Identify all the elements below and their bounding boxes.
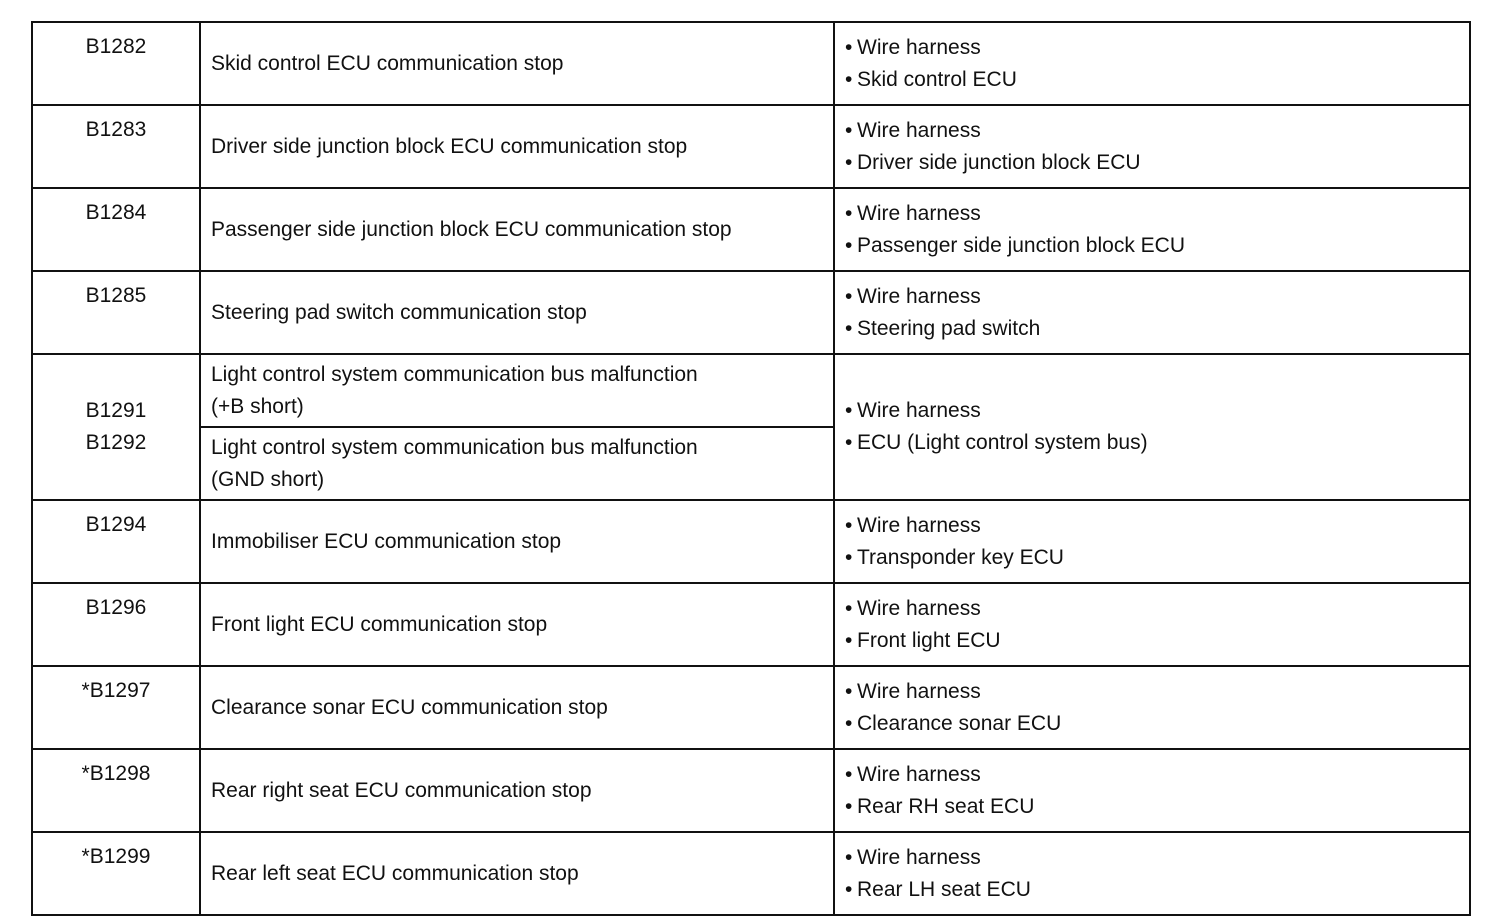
dtc-code-cell bbox=[32, 749, 200, 832]
dtc-code: *B1297 bbox=[81, 679, 151, 702]
trouble-area-line: • Driver side junction block ECU bbox=[845, 147, 1469, 179]
trouble-area-line: • Clearance sonar ECU bbox=[845, 708, 1469, 740]
bullet-icon: • bbox=[845, 118, 853, 142]
dtc-code: B1294 bbox=[85, 513, 147, 536]
detection-item: Driver side junction block ECU communication stop bbox=[211, 134, 688, 158]
bullet-icon: • bbox=[845, 316, 853, 340]
dtc-code: *B1299 bbox=[81, 845, 151, 868]
table-row bbox=[32, 583, 1470, 666]
dtc-code-cell bbox=[32, 188, 200, 271]
detection-item-cell bbox=[200, 583, 834, 666]
detection-item: Skid control ECU communication stop bbox=[211, 51, 564, 75]
table-row bbox=[32, 500, 1470, 583]
bullet-icon: • bbox=[845, 628, 853, 652]
detection-item-cell bbox=[200, 749, 834, 832]
table-row bbox=[32, 105, 1470, 188]
trouble-area-cell bbox=[834, 354, 1470, 500]
bullet-icon: • bbox=[845, 794, 853, 818]
detection-item-cell bbox=[200, 22, 834, 105]
bullet-icon: • bbox=[845, 845, 853, 869]
dtc-code-cell bbox=[32, 583, 200, 666]
table-row bbox=[32, 666, 1470, 749]
trouble-area-cell bbox=[834, 188, 1470, 271]
table-row bbox=[32, 188, 1470, 271]
trouble-area-line: • Wire harness bbox=[845, 759, 1469, 791]
detection-item-detail: (GND short) bbox=[211, 467, 325, 491]
trouble-area-line: • Wire harness bbox=[845, 676, 1469, 708]
trouble-area-line: • Wire harness bbox=[845, 32, 1469, 64]
detection-item-cell bbox=[200, 832, 834, 915]
detection-item: Rear right seat ECU communication stop bbox=[211, 778, 592, 802]
detection-item-cell bbox=[200, 427, 834, 500]
dtc-code-cell bbox=[32, 271, 200, 354]
table-row bbox=[32, 749, 1470, 832]
trouble-area-line: • Wire harness bbox=[845, 281, 1469, 313]
bullet-icon: • bbox=[845, 150, 853, 174]
trouble-area-line: • Steering pad switch bbox=[845, 313, 1469, 345]
bullet-icon: • bbox=[845, 431, 853, 454]
dtc-code: B1283 bbox=[85, 118, 147, 141]
detection-item: Front light ECU communication stop bbox=[211, 612, 548, 636]
bullet-icon: • bbox=[845, 67, 853, 91]
trouble-area-line: • Rear RH seat ECU bbox=[845, 791, 1469, 823]
dtc-code: B1284 bbox=[85, 201, 147, 224]
trouble-area-line: • Wire harness bbox=[845, 510, 1469, 542]
detection-item: Light control system communication bus malfunction bbox=[211, 435, 698, 459]
trouble-area-line: • ECU (Light control system bus) bbox=[845, 427, 1469, 459]
table-row bbox=[32, 354, 1470, 427]
detection-item-cell bbox=[200, 666, 834, 749]
detection-item: Passenger side junction block ECU communication stop bbox=[211, 217, 732, 241]
trouble-area-line: • Transponder key ECU bbox=[845, 542, 1469, 574]
dtc-code-cell bbox=[32, 500, 200, 583]
detection-item: Clearance sonar ECU communication stop bbox=[211, 695, 608, 719]
trouble-area-cell bbox=[834, 749, 1470, 832]
dtc-code-cell bbox=[32, 22, 200, 105]
bullet-icon: • bbox=[845, 877, 853, 901]
dtc-code: B1285 bbox=[85, 284, 147, 307]
trouble-area-line: • Wire harness bbox=[845, 842, 1469, 874]
detection-item-cell bbox=[200, 354, 834, 427]
trouble-area-line: • Skid control ECU bbox=[845, 64, 1469, 96]
detection-item: Rear left seat ECU communication stop bbox=[211, 861, 579, 885]
bullet-icon: • bbox=[845, 762, 853, 786]
trouble-area-cell bbox=[834, 832, 1470, 915]
dtc-code: B1296 bbox=[85, 596, 147, 619]
bullet-icon: • bbox=[845, 679, 853, 703]
bullet-icon: • bbox=[845, 35, 853, 59]
dtc-code-cell bbox=[32, 105, 200, 188]
trouble-area-line: • Wire harness bbox=[845, 115, 1469, 147]
detection-item: Steering pad switch communication stop bbox=[211, 300, 587, 324]
dtc-table bbox=[31, 21, 1471, 916]
bullet-icon: • bbox=[845, 284, 853, 308]
detection-item-cell bbox=[200, 105, 834, 188]
dtc-code: *B1298 bbox=[81, 762, 151, 785]
trouble-area-line: • Wire harness bbox=[845, 198, 1469, 230]
trouble-area-line: • Wire harness bbox=[845, 395, 1469, 427]
dtc-code: B1282 bbox=[85, 35, 147, 58]
bullet-icon: • bbox=[845, 201, 853, 225]
dtc-code-cell bbox=[32, 666, 200, 749]
detection-item-cell bbox=[200, 500, 834, 583]
dtc-code-cell bbox=[32, 832, 200, 915]
trouble-area-cell bbox=[834, 666, 1470, 749]
trouble-area-cell bbox=[834, 22, 1470, 105]
detection-item-detail: (+B short) bbox=[211, 394, 304, 418]
trouble-area-line: • Front light ECU bbox=[845, 625, 1469, 657]
table-row bbox=[32, 22, 1470, 105]
dtc-code: B1291 bbox=[85, 399, 147, 422]
detection-item: Light control system communication bus malfunction bbox=[211, 362, 698, 386]
bullet-icon: • bbox=[845, 233, 853, 257]
detection-item-cell bbox=[200, 271, 834, 354]
trouble-area-line: • Passenger side junction block ECU bbox=[845, 230, 1469, 262]
bullet-icon: • bbox=[845, 596, 853, 620]
dtc-code: B1292 bbox=[85, 431, 147, 454]
dtc-code-cell bbox=[32, 354, 200, 500]
trouble-area-line: • Rear LH seat ECU bbox=[845, 874, 1469, 906]
detection-item: Immobiliser ECU communication stop bbox=[211, 529, 562, 553]
trouble-area-cell bbox=[834, 271, 1470, 354]
trouble-area-line: • Wire harness bbox=[845, 593, 1469, 625]
bullet-icon: • bbox=[845, 399, 853, 422]
trouble-area-cell bbox=[834, 500, 1470, 583]
bullet-icon: • bbox=[845, 513, 853, 537]
table-row bbox=[32, 271, 1470, 354]
table-row bbox=[32, 832, 1470, 915]
bullet-icon: • bbox=[845, 545, 853, 569]
trouble-area-cell bbox=[834, 105, 1470, 188]
bullet-icon: • bbox=[845, 711, 853, 735]
trouble-area-cell bbox=[834, 583, 1470, 666]
detection-item-cell bbox=[200, 188, 834, 271]
